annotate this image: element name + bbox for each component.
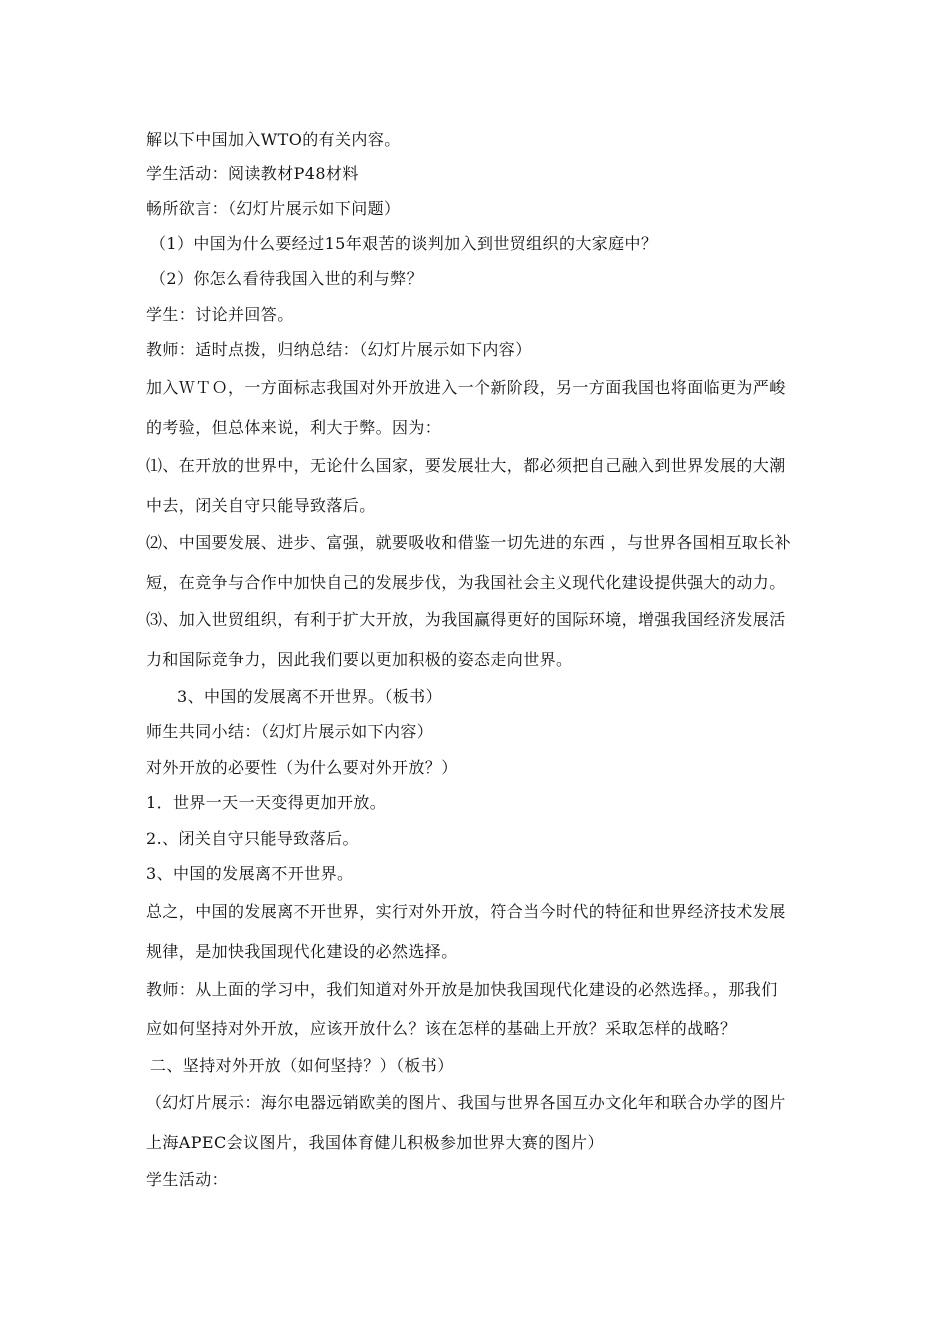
text-line: 上海APEC会议图片，我国体育健儿积极参加世界大赛的图片） [146, 1133, 604, 1152]
text-line: 二、坚持对外开放（如何坚持？）（板书） [150, 1056, 454, 1075]
text-line: 中去，闭关自守只能导致落后。 [146, 496, 376, 515]
text-line: 1．世界一天一天变得更加开放。 [146, 793, 387, 812]
text-line: 畅所欲言：（幻灯片展示如下问题） [146, 199, 401, 218]
text-line: 学生活动： [146, 1170, 229, 1189]
text-line: 短，在竞争与合作中加快自己的发展步伐，为我国社会主义现代化建设提供强大的动力。 [146, 573, 786, 592]
text-line: （2）你怎么看待我国入世的利与弊？ [150, 269, 423, 288]
text-line: 力和国际竞争力，因此我们要以更加积极的姿态走向世界。 [146, 650, 573, 669]
text-line: 2.、闭关自守只能导致落后。 [146, 829, 359, 848]
text-line: 3、中国的发展离不开世界。 [146, 864, 354, 883]
text-line: 教师：从上面的学习中，我们知道对外开放是加快我国现代化建设的必然选择。，那我们 [146, 980, 778, 999]
text-line: 应如何坚持对外开放，应该开放什么？该在怎样的基础上开放？采取怎样的战略？ [146, 1019, 737, 1038]
text-line: 对外开放的必要性（为什么要对外开放？） [146, 758, 458, 777]
text-line: 解以下中国加入WTO的有关内容。 [146, 130, 401, 149]
text-line: ⑶、加入世贸组织，有利于扩大开放，为我国赢得更好的国际环境，增强我国经济发展活 [146, 610, 786, 629]
text-line: 教师：适时点拨，归纳总结：（幻灯片展示如下内容） [146, 340, 532, 359]
text-line: 加入ＷＴＯ，一方面标志我国对外开放进入一个新阶段，另一方面我国也将面临更为严峻 [146, 378, 786, 397]
text-line: 总之，中国的发展离不开世界，实行对外开放，符合当今时代的特征和世界经济技术发展 [146, 902, 786, 921]
text-line: 师生共同小结：（幻灯片展示如下内容） [146, 722, 434, 741]
text-line: （幻灯片展示：海尔电器远销欧美的图片、我国与世界各国互办文化年和联合办学的图片 [146, 1093, 786, 1112]
text-line: ⑵、中国要发展、进步、富强，就要吸收和借鉴一切先进的东西 ，与世界各国相互取长补 [146, 533, 792, 552]
text-line: 3、中国的发展离不开世界。（板书） [177, 687, 442, 706]
text-line: 学生：讨论并回答。 [146, 305, 294, 324]
text-line: 学生活动：阅读教材P48材料 [146, 164, 359, 183]
text-line: 的考验，但总体来说，利大于弊。因为： [146, 418, 442, 437]
text-line: （1）中国为什么要经过15年艰苦的谈判加入到世贸组织的大家庭中？ [150, 234, 658, 253]
text-line: 规律，是加快我国现代化建设的必然选择。 [146, 942, 458, 961]
text-line: ⑴、在开放的世界中，无论什么国家，要发展壮大，都必须把自己融入到世界发展的大潮 [146, 456, 786, 475]
